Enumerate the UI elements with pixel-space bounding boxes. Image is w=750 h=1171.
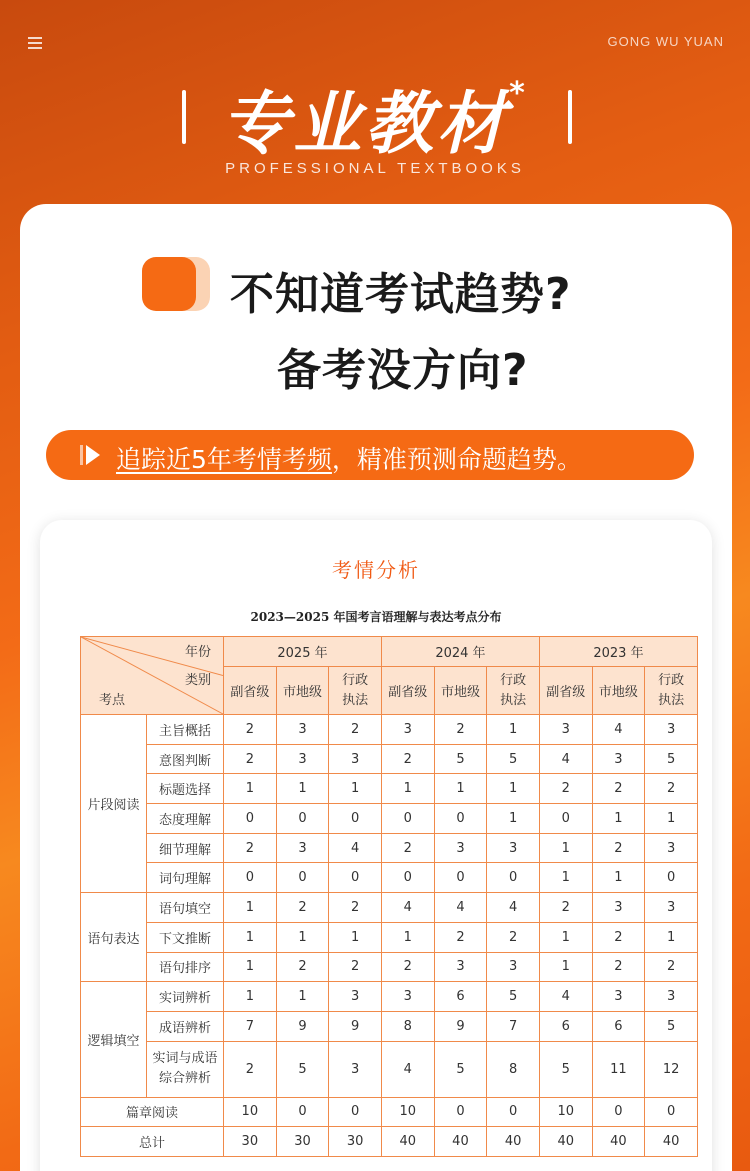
track-text xyxy=(116,440,582,476)
value-cell: 9 xyxy=(276,1011,329,1041)
value-cell: 1 xyxy=(539,952,592,982)
row-label: 语句排序 xyxy=(147,952,224,982)
group-label: 逻辑填空 xyxy=(81,982,147,1097)
track-banner xyxy=(46,430,694,480)
value-cell: 0 xyxy=(645,863,698,893)
value-cell: 1 xyxy=(592,863,645,893)
value-cell: 8 xyxy=(487,1041,540,1097)
value-cell: 1 xyxy=(381,922,434,952)
value-cell: 7 xyxy=(487,1011,540,1041)
value-cell: 5 xyxy=(276,1041,329,1097)
row-label: 下文推断 xyxy=(147,922,224,952)
value-cell: 40 xyxy=(592,1127,645,1157)
value-cell: 1 xyxy=(276,982,329,1012)
total-row xyxy=(81,1127,698,1157)
value-cell: 0 xyxy=(276,863,329,893)
value-cell: 3 xyxy=(381,715,434,745)
value-cell: 5 xyxy=(487,982,540,1012)
value-cell: 5 xyxy=(645,1011,698,1041)
corner-year-label: 年份 xyxy=(184,645,211,660)
value-cell: 5 xyxy=(539,1041,592,1097)
value-cell: 6 xyxy=(434,982,487,1012)
value-cell: 2 xyxy=(381,833,434,863)
value-cell: 2 xyxy=(592,774,645,804)
value-cell: 10 xyxy=(224,1097,277,1127)
value-cell: 3 xyxy=(434,952,487,982)
value-cell: 2 xyxy=(329,952,382,982)
category-header: 副省级 xyxy=(224,667,277,715)
value-cell: 2 xyxy=(381,952,434,982)
row-label: 态度理解 xyxy=(147,804,224,834)
table-row xyxy=(81,715,698,745)
table-row xyxy=(81,774,698,804)
value-cell: 1 xyxy=(434,774,487,804)
value-cell: 2 xyxy=(276,893,329,923)
track-rest-text: ，精准预测命题趋势。 xyxy=(331,445,582,474)
value-cell: 9 xyxy=(434,1011,487,1041)
value-cell: 0 xyxy=(539,804,592,834)
value-cell: 1 xyxy=(539,922,592,952)
play-arrow-icon xyxy=(80,443,100,467)
value-cell: 5 xyxy=(434,744,487,774)
value-cell: 30 xyxy=(329,1127,382,1157)
value-cell: 3 xyxy=(539,715,592,745)
row-label: 实词辨析 xyxy=(147,982,224,1012)
value-cell: 1 xyxy=(224,774,277,804)
value-cell: 4 xyxy=(381,1041,434,1097)
value-cell: 4 xyxy=(592,715,645,745)
distribution-table xyxy=(80,636,698,1157)
category-header: 行政执法 xyxy=(487,667,540,715)
category-header: 副省级 xyxy=(381,667,434,715)
value-cell: 2 xyxy=(645,952,698,982)
value-cell: 1 xyxy=(224,982,277,1012)
value-cell: 2 xyxy=(224,715,277,745)
value-cell: 1 xyxy=(381,774,434,804)
year-header: 2025 年 xyxy=(224,637,382,667)
table-row xyxy=(81,982,698,1012)
table-row xyxy=(81,863,698,893)
corner-category-label: 类别 xyxy=(184,673,211,688)
value-cell: 40 xyxy=(487,1127,540,1157)
value-cell: 4 xyxy=(539,982,592,1012)
table-caption: 2023—2025 年国考言语理解与表达考点分布 xyxy=(250,610,502,624)
value-cell: 1 xyxy=(487,715,540,745)
value-cell: 2 xyxy=(487,922,540,952)
year-header: 2024 年 xyxy=(381,637,539,667)
value-cell: 3 xyxy=(592,982,645,1012)
value-cell: 0 xyxy=(276,804,329,834)
title-asterisk: * xyxy=(509,76,529,111)
value-cell: 2 xyxy=(329,715,382,745)
row-label: 意图判断 xyxy=(147,744,224,774)
table-row xyxy=(81,804,698,834)
table-row xyxy=(81,1011,698,1041)
value-cell: 3 xyxy=(592,744,645,774)
question-line-1: 不知道考试趋势? xyxy=(230,258,572,322)
corner-topic-label: 考点 xyxy=(99,693,126,708)
value-cell: 2 xyxy=(592,952,645,982)
value-cell: 1 xyxy=(487,804,540,834)
table-row xyxy=(81,833,698,863)
hero-title: 专业教材* xyxy=(221,76,529,164)
category-header: 市地级 xyxy=(276,667,329,715)
value-cell: 6 xyxy=(592,1011,645,1041)
value-cell: 1 xyxy=(645,804,698,834)
panel-title: 考情分析 xyxy=(332,558,420,582)
value-cell: 11 xyxy=(592,1041,645,1097)
value-cell: 2 xyxy=(276,952,329,982)
value-cell: 1 xyxy=(329,922,382,952)
value-cell: 8 xyxy=(381,1011,434,1041)
analysis-panel xyxy=(40,520,712,1171)
table-corner xyxy=(81,637,224,715)
value-cell: 40 xyxy=(539,1127,592,1157)
value-cell: 7 xyxy=(224,1011,277,1041)
value-cell: 3 xyxy=(329,744,382,774)
value-cell: 4 xyxy=(434,893,487,923)
value-cell: 1 xyxy=(592,804,645,834)
value-cell: 9 xyxy=(329,1011,382,1041)
value-cell: 1 xyxy=(276,774,329,804)
value-cell: 0 xyxy=(329,1097,382,1127)
value-cell: 3 xyxy=(645,893,698,923)
table-row xyxy=(81,1041,698,1097)
value-cell: 40 xyxy=(645,1127,698,1157)
value-cell: 0 xyxy=(276,1097,329,1127)
table-row xyxy=(81,952,698,982)
row-label: 实词与成语 综合辨析 xyxy=(147,1041,224,1097)
value-cell: 1 xyxy=(329,774,382,804)
row-label: 标题选择 xyxy=(147,774,224,804)
value-cell: 3 xyxy=(592,893,645,923)
value-cell: 0 xyxy=(329,804,382,834)
value-cell: 0 xyxy=(224,863,277,893)
value-cell: 3 xyxy=(645,982,698,1012)
value-cell: 4 xyxy=(329,833,382,863)
category-header: 市地级 xyxy=(434,667,487,715)
value-cell: 0 xyxy=(329,863,382,893)
value-cell: 0 xyxy=(381,863,434,893)
value-cell: 2 xyxy=(434,715,487,745)
value-cell: 2 xyxy=(224,1041,277,1097)
group-label: 片段阅读 xyxy=(81,715,147,893)
value-cell: 30 xyxy=(224,1127,277,1157)
value-cell: 0 xyxy=(592,1097,645,1127)
row-label: 语句填空 xyxy=(147,893,224,923)
table-body xyxy=(81,715,698,1157)
value-cell: 1 xyxy=(224,893,277,923)
content-card xyxy=(20,204,732,1171)
value-cell: 1 xyxy=(645,922,698,952)
value-cell: 1 xyxy=(224,922,277,952)
row-label: 篇章阅读 xyxy=(81,1097,224,1127)
value-cell: 5 xyxy=(487,744,540,774)
value-cell: 1 xyxy=(276,922,329,952)
value-cell: 3 xyxy=(276,744,329,774)
value-cell: 10 xyxy=(539,1097,592,1127)
brand-label: GONG WU YUAN xyxy=(607,34,724,49)
value-cell: 3 xyxy=(487,952,540,982)
value-cell: 30 xyxy=(276,1127,329,1157)
value-cell: 2 xyxy=(645,774,698,804)
question-line-2: 备考没方向? xyxy=(277,334,529,398)
value-cell: 3 xyxy=(329,1041,382,1097)
hero-subtitle: PROFESSIONAL TEXTBOOKS xyxy=(225,160,525,177)
value-cell: 0 xyxy=(645,1097,698,1127)
value-cell: 0 xyxy=(487,863,540,893)
value-cell: 0 xyxy=(434,804,487,834)
value-cell: 0 xyxy=(434,1097,487,1127)
value-cell: 6 xyxy=(539,1011,592,1041)
category-header: 副省级 xyxy=(539,667,592,715)
value-cell: 2 xyxy=(592,833,645,863)
category-header: 市地级 xyxy=(592,667,645,715)
question-badge-icon xyxy=(142,257,210,311)
table-row xyxy=(81,744,698,774)
value-cell: 1 xyxy=(539,833,592,863)
row-label: 成语辨析 xyxy=(147,1011,224,1041)
value-cell: 12 xyxy=(645,1041,698,1097)
year-header: 2023 年 xyxy=(539,637,697,667)
value-cell: 4 xyxy=(381,893,434,923)
value-cell: 4 xyxy=(539,744,592,774)
track-underlined-text: 追踪近5年考情考频 xyxy=(116,445,332,474)
value-cell: 2 xyxy=(224,744,277,774)
row-label: 主旨概括 xyxy=(147,715,224,745)
value-cell: 2 xyxy=(224,833,277,863)
value-cell: 3 xyxy=(645,715,698,745)
value-cell: 2 xyxy=(539,774,592,804)
value-cell: 2 xyxy=(539,893,592,923)
value-cell: 0 xyxy=(487,1097,540,1127)
value-cell: 0 xyxy=(434,863,487,893)
value-cell: 1 xyxy=(539,863,592,893)
category-header: 行政执法 xyxy=(329,667,382,715)
row-label: 词句理解 xyxy=(147,863,224,893)
value-cell: 2 xyxy=(592,922,645,952)
row-label: 总计 xyxy=(81,1127,224,1157)
value-cell: 5 xyxy=(645,744,698,774)
value-cell: 3 xyxy=(381,982,434,1012)
value-cell: 4 xyxy=(487,893,540,923)
value-cell: 40 xyxy=(381,1127,434,1157)
row-label: 细节理解 xyxy=(147,833,224,863)
value-cell: 0 xyxy=(381,804,434,834)
hero-divider-right xyxy=(568,90,572,144)
value-cell: 1 xyxy=(487,774,540,804)
value-cell: 3 xyxy=(329,982,382,1012)
value-cell: 1 xyxy=(224,952,277,982)
table-row xyxy=(81,922,698,952)
value-cell: 40 xyxy=(434,1127,487,1157)
value-cell: 2 xyxy=(329,893,382,923)
category-header: 行政执法 xyxy=(645,667,698,715)
value-cell: 3 xyxy=(276,833,329,863)
value-cell: 2 xyxy=(434,922,487,952)
value-cell: 3 xyxy=(434,833,487,863)
group-label: 语句表达 xyxy=(81,893,147,982)
value-cell: 3 xyxy=(645,833,698,863)
value-cell: 10 xyxy=(381,1097,434,1127)
value-cell: 3 xyxy=(487,833,540,863)
menu-icon[interactable] xyxy=(28,37,42,49)
value-cell: 5 xyxy=(434,1041,487,1097)
reading-row xyxy=(81,1097,698,1127)
value-cell: 0 xyxy=(224,804,277,834)
value-cell: 3 xyxy=(276,715,329,745)
value-cell: 2 xyxy=(381,744,434,774)
table-row xyxy=(81,893,698,923)
